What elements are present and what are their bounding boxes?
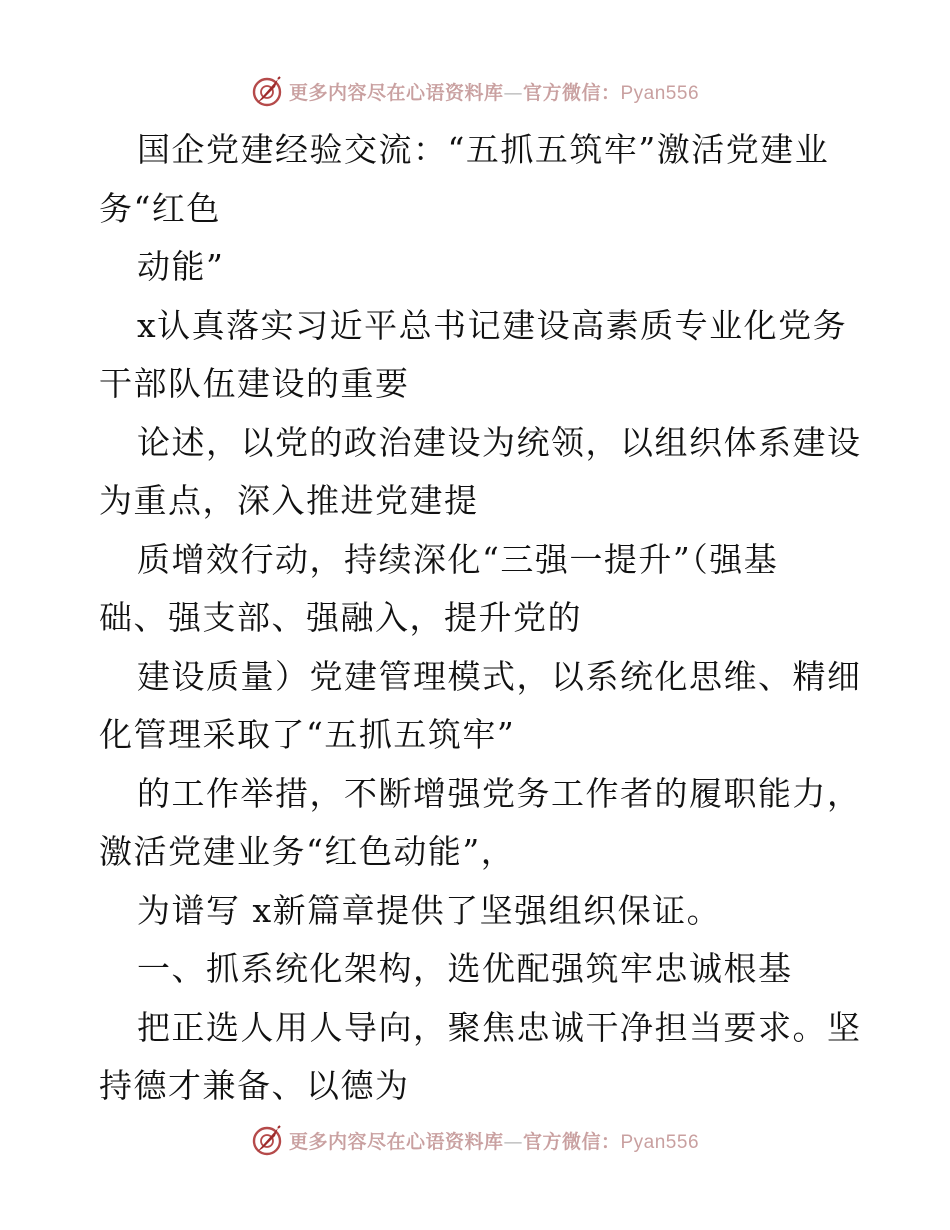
- footer-watermark: [0, 1120, 950, 1160]
- watermark-wechat-id: Pyan556: [620, 82, 700, 104]
- watermark-wechat-label: 官方微信：: [522, 81, 621, 104]
- watermark-wechat-id: Pyan556: [620, 1131, 700, 1153]
- text-line: 把正选人用人导向，聚焦忠诚干净担当要求。坚: [137, 1007, 862, 1047]
- text-line: 为谱写 x新篇章提供了坚强组织保证。: [137, 890, 722, 930]
- watermark-title: 更多内容尽在心语资料库: [288, 1130, 504, 1153]
- text-line: 国企党建经验交流：“五抓五筑牢”激活党建业: [137, 130, 830, 169]
- text-line: 务“红色: [99, 188, 221, 228]
- text-line: 持德才兼备、以德为: [99, 1066, 410, 1105]
- text-line: 论述，以党的政治建设为统领，以组织体系建设: [137, 422, 862, 462]
- watermark-wechat-label: 官方微信：: [522, 1130, 621, 1153]
- watermark-text: [289, 1127, 699, 1154]
- quill-logo-icon: [251, 75, 283, 107]
- text-line: 为重点，深入推进党建提: [99, 481, 479, 520]
- watermark-separator: —: [503, 1130, 523, 1153]
- watermark-text: [289, 78, 699, 105]
- text-line: 动能”: [137, 247, 225, 286]
- text-line: 的工作举措，不断增强党务工作者的履职能力，: [137, 773, 862, 813]
- text-line: 础、强支部、强融入，提升党的: [99, 598, 582, 637]
- text-line: 激活党建业务“红色动能”，: [99, 832, 516, 871]
- watermark-separator: —: [503, 81, 523, 104]
- document-body: [99, 121, 862, 1116]
- watermark-title: 更多内容尽在心语资料库: [288, 81, 504, 104]
- text-line: 化管理采取了“五抓五筑牢”: [99, 715, 516, 754]
- header-watermark: [0, 71, 950, 111]
- quill-logo-icon: [251, 1124, 283, 1156]
- text-line: 质增效行动，持续深化“三强一提升”（强基: [137, 539, 779, 579]
- text-line: 一、抓系统化架构，选优配强筑牢忠诚根基: [137, 949, 793, 988]
- text-line: x认真落实习近平总书记建设高素质专业化党务: [137, 305, 848, 345]
- text-line: 建设质量）党建管理模式，以系统化思维、精细: [137, 656, 862, 696]
- text-line: 干部队伍建设的重要: [99, 364, 410, 403]
